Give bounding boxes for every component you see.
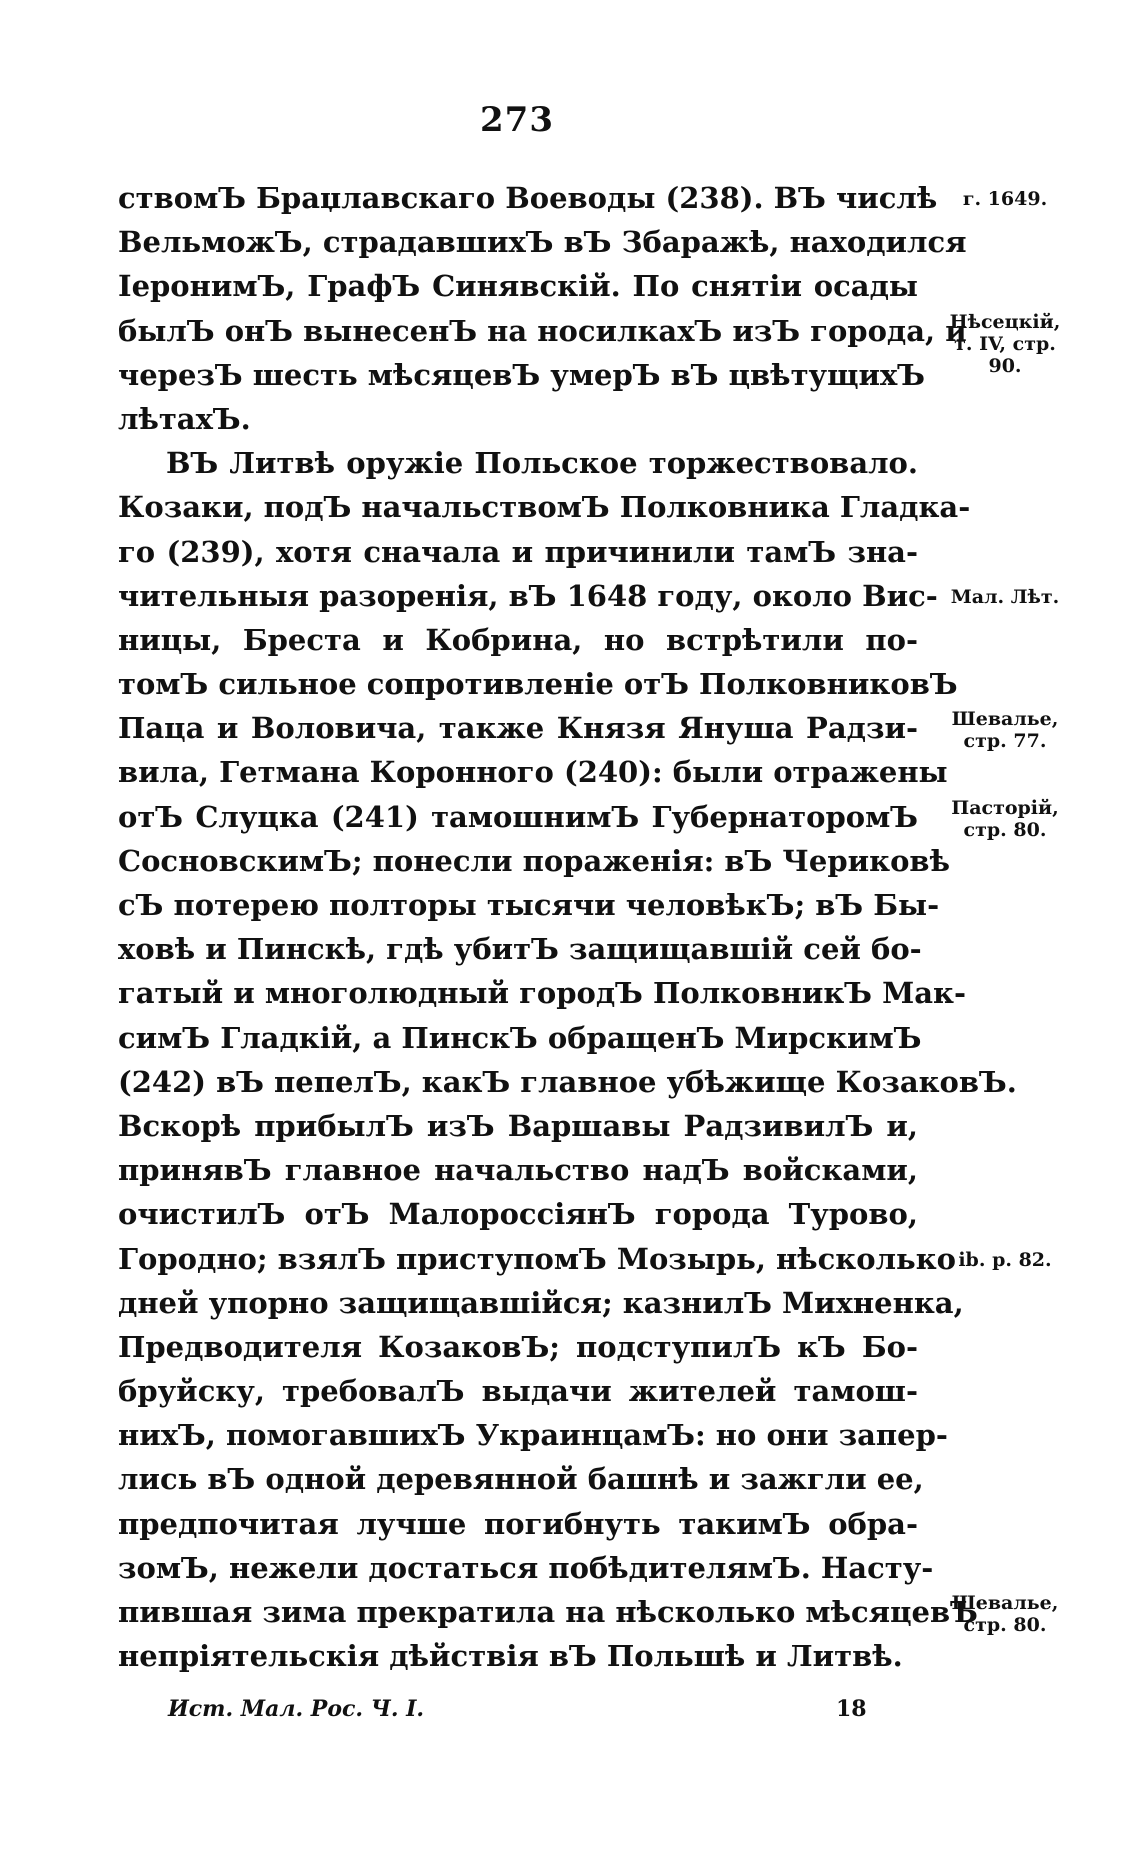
text-line: ствомЪ Браџлавскаго Воеводы (238). ВЪ числѣ bbox=[118, 181, 938, 215]
margin-note: Мал. Лѣт. bbox=[950, 585, 1060, 608]
text-line: (242) вЪ пепелЪ, какЪ главное убѣжище КозаковЪ. bbox=[118, 1064, 1017, 1099]
text-line: симЪ Гладкій, а ПинскЪ обращенЪ МирскимЪ bbox=[118, 1020, 922, 1055]
text-line: СосновскимЪ; понесли пораженія: вЪ Чериковѣ bbox=[118, 843, 950, 878]
text-line: Паца и Воловича, также Князя Януша Радзи- bbox=[118, 711, 918, 746]
page-number: 273 bbox=[480, 100, 554, 140]
text-line: сЪ потерею полторы тысячи человѣкЪ; вЪ Бы- bbox=[118, 888, 940, 922]
margin-note: Шевалье, стр. 80. bbox=[951, 1592, 1059, 1637]
text-line: ницы, Бреста и Кобрина, но встрѣтили по- bbox=[118, 622, 918, 657]
text-line: непріятельскія дѣйствія вЪ Польшѣ и Литвѣ. bbox=[118, 1639, 903, 1674]
text-line: зомЪ, нежели достаться побѣдителямЪ. Насту- bbox=[118, 1550, 934, 1585]
text-line: томЪ сильное сопротивленіе отЪ ПолковниковЪ bbox=[118, 667, 958, 702]
text-line: лѣтахЪ. bbox=[118, 401, 251, 436]
text-line: чительныя разоренія, вЪ 1648 году, около Вис- bbox=[118, 578, 938, 613]
margin-note: Нѣсецкій, т. IV, стр. 90. bbox=[949, 310, 1061, 377]
text-line: предпочитая лучше погибнуть такимЪ обра- bbox=[118, 1506, 918, 1541]
text-line: ховѣ и Пинскѣ, гдѣ убитЪ защищавшій сей бо- bbox=[118, 932, 922, 967]
footer-signature: Ист. Мал. Рос. Ч. I. bbox=[168, 1696, 425, 1722]
text-line: пившая зима прекратила на нѣсколько мѣсяцевЪ bbox=[118, 1595, 978, 1629]
margin-note: ib. p. 82. bbox=[958, 1248, 1052, 1271]
text-line: Городно; взялЪ приступомЪ Мозырь, нѣсколько bbox=[118, 1241, 956, 1276]
margin-note: г. 1649. bbox=[962, 188, 1048, 210]
text-line: вила, Гетмана Коронного (240): были отражены bbox=[118, 755, 948, 790]
margin-note: Пасторій, стр. 80. bbox=[951, 796, 1059, 841]
text-line: ВЪ Литвѣ оружіе Польское торжествовало. bbox=[166, 446, 918, 481]
text-line: ІеронимЪ, ГрафЪ Синявскій. По снятіи осады bbox=[118, 269, 918, 304]
text-line: го (239), хотя сначала и причинили тамЪ зна- bbox=[118, 534, 918, 569]
text-line: Козаки, подЪ начальствомЪ Полковника Гладка- bbox=[118, 490, 971, 525]
text-line: гатый и многолюдный городЪ ПолковникЪ Мак- bbox=[118, 976, 966, 1011]
text-line: черезЪ шесть мѣсяцевЪ умерЪ вЪ цвѣтущихЪ bbox=[118, 357, 926, 392]
text-line: отЪ Слуцка (241) тамошнимЪ ГубернаторомЪ bbox=[118, 799, 918, 834]
text-line: Вскорѣ прибылЪ изЪ Варшавы РадзивилЪ и, bbox=[118, 1108, 918, 1143]
text-line: ВельможЪ, страдавшихЪ вЪ Збаражѣ, находился bbox=[118, 225, 967, 260]
text-line: дней упорно защищавшійся; казнилЪ Михненка, bbox=[118, 1285, 964, 1320]
margin-note: Шевалье, стр. 77. bbox=[951, 708, 1059, 753]
text-line: бруйску, требовалЪ выдачи жителей тамош- bbox=[118, 1374, 918, 1409]
text-line: лись вЪ одной деревянной башнѣ и зажгли ее, bbox=[118, 1462, 924, 1497]
text-line: Предводителя КозаковЪ; подступилЪ кЪ Бо- bbox=[118, 1329, 918, 1364]
text-line: очистилЪ отЪ МалороссіянЪ города Турово, bbox=[118, 1197, 918, 1232]
text-line: былЪ онЪ вынесенЪ на носилкахЪ изЪ города, и bbox=[118, 313, 967, 348]
text-line: нихЪ, помогавшихЪ УкраинцамЪ: но они запер- bbox=[118, 1418, 948, 1453]
text-line: принявЪ главное начальство надЪ войсками, bbox=[118, 1153, 918, 1188]
footer-sheet-number: 18 bbox=[836, 1696, 867, 1722]
